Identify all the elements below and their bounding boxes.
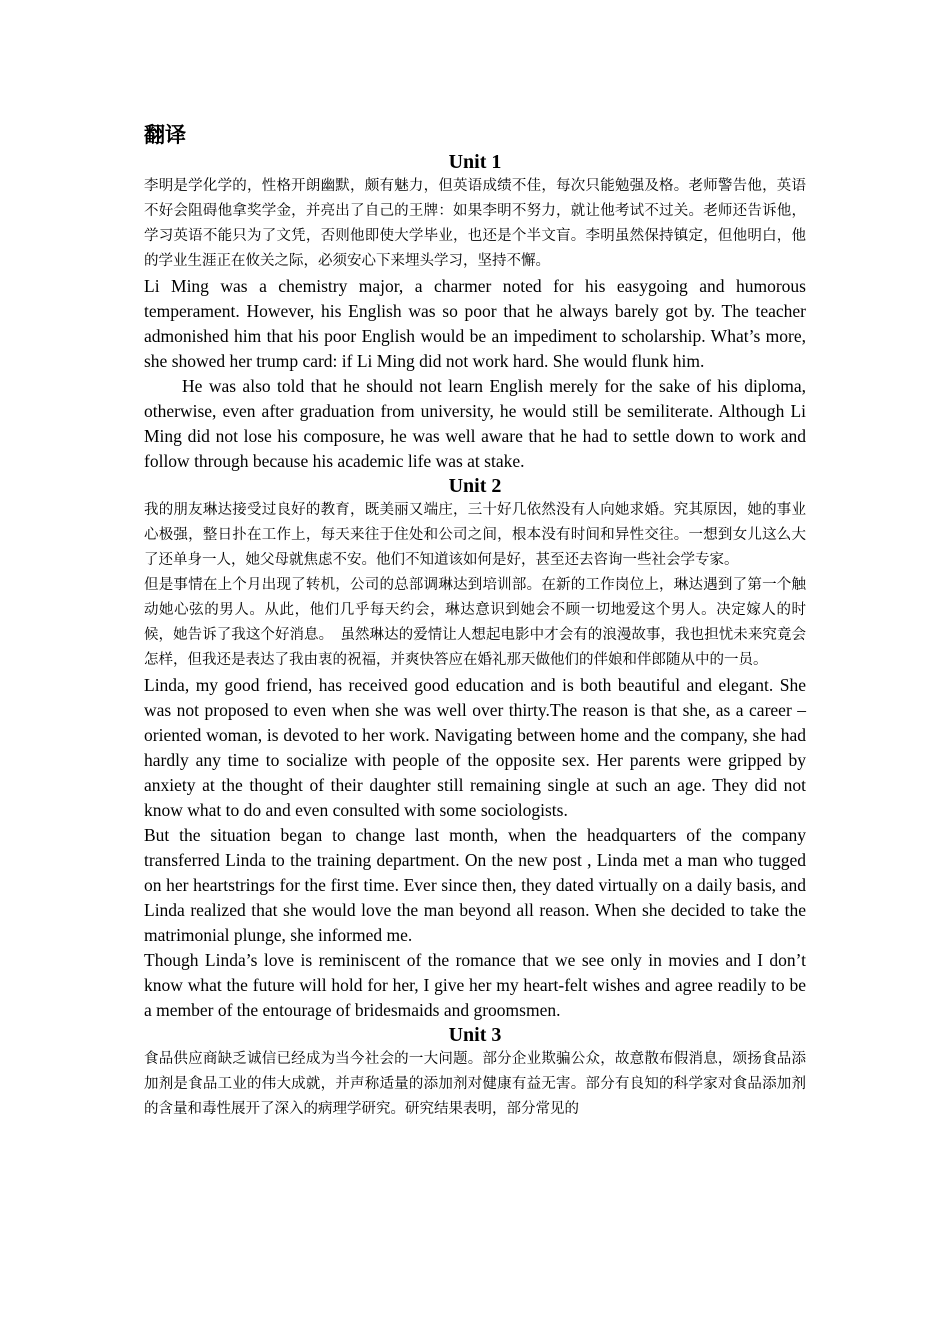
unit-1-section — [144, 150, 806, 474]
unit-2-english-paragraph-3: Though Linda’s love is reminiscent of the romance that we see only in movies and I don’t know what the future will hold for her, I give her my heart-felt wishes and agree readily to be a member of the entourage of bridesmaids and groomsmen. — [144, 950, 806, 1020]
unit-2-chinese-paragraph-1: 我的朋友琳达接受过良好的教育，既美丽又端庄，三十好几依然没有人向她求婚。究其原因，她的事业心极强，整日扑在工作上，每天来往于住处和公司之间，根本没有时间和异性交往。一想到女儿这么大了还单身一人，她父母就焦虑不安。他们不知道该如何是好，甚至还去咨询一些社会学专家。 — [144, 502, 806, 568]
unit-3-chinese-paragraph: 食品供应商缺乏诚信已经成为当今社会的一大问题。部分企业欺骗公众，故意散布假消息，颂扬食品添加剂是食品工业的伟大成就，并声称适量的添加剂对健康有益无害。部分有良知的科学家对食品添加剂的含量和毒性展开了深入的病理学研究。研究结果表明，部分常见的 — [144, 1051, 806, 1117]
unit-2-chinese-paragraph-2: 但是事情在上个月出现了转机，公司的总部调琳达到培训部。在新的工作岗位上，琳达遇到了第一个触动她心弦的男人。从此，他们几乎每天约会，琳达意识到她会不顾一切地爱这个男人。决定嫁人的时候，她告诉了我这个好消息。 虽然琳达的爱情让人想起电影中才会有的浪漫故事，我也担忧未来究竟会怎样，但我还是表达了我由衷的祝福，并爽快答应在婚礼那天做他们的伴娘和伴郎随从中的一员。 — [144, 577, 806, 668]
unit-3-section — [144, 1023, 806, 1122]
unit-2-section — [144, 474, 806, 1023]
unit-3-heading: Unit 3 — [448, 1024, 502, 1046]
unit-2-heading: Unit 2 — [448, 475, 502, 497]
document-page — [144, 120, 806, 1122]
unit-1-english-paragraph-1: Li Ming was a chemistry major, a charmer noted for his easygoing and humorous temperament. However, his English was so poor that he always barely got by. The teacher admonished him that his poor English would be an impediment to scholarship. What’s more, she showed her trump card: if Li Ming did not work hard. She would flunk him. — [144, 276, 806, 371]
unit-1-english-paragraph-2: He was also told that he should not learn English merely for the sake of his diploma, otherwise, even after graduation from university, he would still be semiliterate. Although Li Ming did not lose his composure, he was well aware that he had to settle down to work and follow through because his academic life was at stake. — [144, 376, 806, 471]
unit-2-english-paragraph-1: Linda, my good friend, has received good education and is both beautiful and elegant. She was not proposed to even when she was well over thirty.The reason is that she, as a career –oriented woman, is devoted to her work. Navigating between home and the company, she had hardly any time to socialize with people of the opposite sex. Her parents were gripped by anxiety at the thought of their daughter still remaining single at such an age. They did not know what to do and even consulted with some sociologists. — [144, 675, 806, 820]
document-title: 翻译 — [144, 123, 186, 147]
unit-1-chinese-paragraph: 李明是学化学的，性格开朗幽默，颇有魅力，但英语成绩不佳，每次只能勉强及格。老师警告他，英语不好会阻碍他拿奖学金，并亮出了自己的王牌：如果李明不努力，就让他考试不过关。老师还告诉他，学习英语不能只为了文凭，否则他即使大学毕业，也还是个半文盲。李明虽然保持镇定，但他明白，他的学业生涯正在攸关之际，必须安心下来埋头学习，坚持不懈。 — [144, 178, 806, 269]
unit-2-english-paragraph-2: But the situation began to change last month, when the headquarters of the company transferred Linda to the training department. On the new post , Linda met a man who tugged on her heartstrings for the first time. Ever since then, they dated virtually on a daily basis, and Linda realized that she would love the man beyond all reason. When she decided to take the matrimonial plunge, she informed me. — [144, 825, 806, 945]
unit-1-heading: Unit 1 — [448, 151, 502, 173]
